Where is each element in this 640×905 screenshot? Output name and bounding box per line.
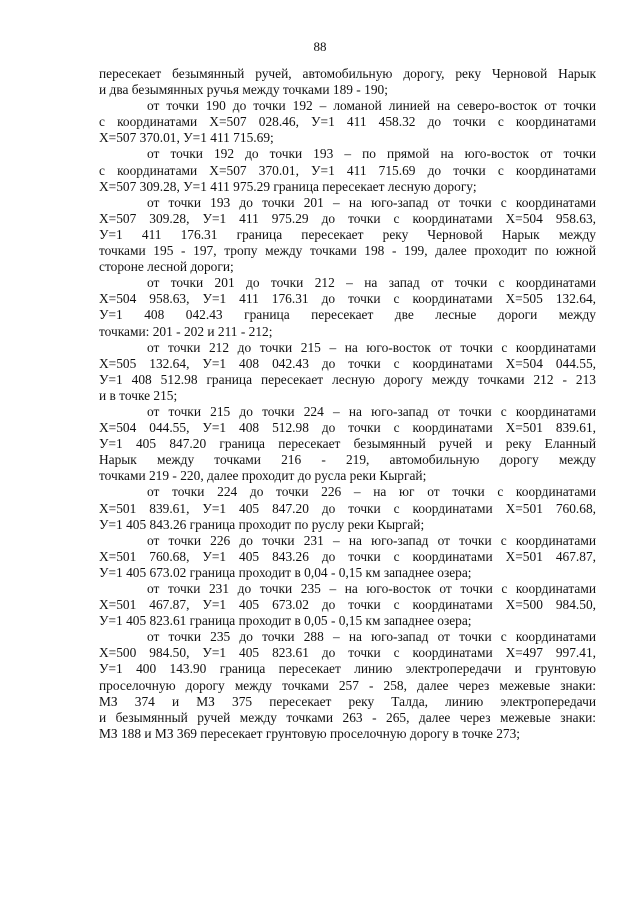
paragraph	[99, 533, 596, 581]
text-line: У=1 400 143.90 граница пересекает линию электропередачи и грунтовую	[99, 661, 596, 677]
text-line: от точки 224 до точки 226 – на юг от точки с координатами	[147, 484, 596, 500]
paragraph	[99, 484, 596, 532]
text-line: Х=501 839.61, У=1 405 847.20 до точки с координатами Х=501 760.68,	[99, 500, 596, 516]
text-line: точками: 201 - 202 и 211 - 212;	[99, 323, 273, 339]
text-line: точками 219 - 220, далее проходит до русла реки Кыргай;	[99, 468, 427, 484]
paragraph	[99, 404, 596, 484]
text-line: пересекает безымянный ручей, автомобильную дорогу, реку Черновой Нарык	[99, 66, 596, 81]
text-line: Х=507 309.28, У=1 411 975.29 до точки с координатами Х=504 958.63,	[99, 210, 596, 226]
text-line: Х=504 044.55, У=1 408 512.98 до точки с координатами Х=501 839.61,	[99, 420, 596, 436]
text-line: от точки 215 до точки 224 – на юго-запад от точки с координатами	[147, 403, 596, 419]
page-number: 88	[313, 39, 327, 54]
text-line: от точки 235 до точки 288 – на юго-запад от точки с координатами	[147, 629, 596, 645]
text-line: от точки 212 до точки 215 – на юго-восток от точки с координатами	[147, 339, 596, 355]
text-line: проселочную дорогу между точками 257 - 258, далее через межевые знаки:	[99, 677, 596, 693]
text-line: и в точке 215;	[99, 387, 178, 403]
paragraph	[99, 629, 596, 742]
text-line: У=1 411 176.31 граница пересекает реку Черновой Нарык между	[99, 226, 596, 242]
text-line: МЗ 374 и МЗ 375 пересекает реку Талда, линию электропередачи	[99, 693, 596, 709]
text-line: с координатами Х=507 028.46, У=1 411 458.32 до точки с координатами	[99, 114, 596, 130]
text-line: У=1 408 512.98 граница пересекает лесную дорогу между точками 212 - 213	[99, 371, 596, 387]
text-line: У=1 405 673.02 граница проходит в 0,04 - 0,15 км западнее озера;	[99, 564, 472, 580]
text-line: У=1 405 823.61 граница проходит в 0,05 - 0,15 км западнее озера;	[99, 613, 472, 629]
document-body	[99, 66, 596, 742]
text-line: от точки 192 до точки 193 – по прямой на юго-восток от точки	[147, 146, 596, 162]
text-line: МЗ 188 и МЗ 369 пересекает грунтовую проселочную дорогу в точке 273;	[99, 725, 521, 741]
text-line: и безымянный ручей между точками 263 - 265, далее через межевые знаки:	[99, 709, 596, 725]
text-line: Х=501 467.87, У=1 405 673.02 до точки с координатами Х=500 984.50,	[99, 597, 596, 613]
text-line: Х=504 958.63, У=1 411 176.31 до точки с координатами Х=505 132.64,	[99, 291, 596, 307]
paragraph	[99, 66, 596, 98]
text-line: точками 195 - 197, тропу между точками 198 - 199, далее проходит по южной	[99, 243, 596, 259]
text-line: от точки 201 до точки 212 – на запад от точки с координатами	[147, 275, 596, 291]
text-line: от точки 231 до точки 235 – на юго-восток от точки с координатами	[147, 581, 596, 596]
text-line: Х=500 984.50, У=1 405 823.61 до точки с координатами Х=497 997.41,	[99, 645, 596, 661]
paragraph	[99, 195, 596, 275]
text-line: от точки 190 до точки 192 – ломаной линией на северо-восток от точки	[147, 98, 596, 114]
paragraph	[99, 275, 596, 339]
text-line: У=1 408 042.43 граница пересекает две лесные дороги между	[99, 307, 596, 323]
text-line: Х=505 132.64, У=1 408 042.43 до точки с координатами Х=504 044.55,	[99, 355, 596, 371]
paragraph	[99, 98, 596, 146]
text-line: с координатами Х=507 370.01, У=1 411 715.69 до точки с координатами	[99, 162, 596, 178]
text-line: Х=501 760.68, У=1 405 843.26 до точки с координатами Х=501 467.87,	[99, 548, 596, 564]
text-line: и два безымянных ручья между точками 189 - 190;	[99, 82, 388, 98]
text-line: от точки 193 до точки 201 – на юго-запад от точки с координатами	[147, 194, 596, 210]
text-line: стороне лесной дороги;	[99, 259, 234, 275]
paragraph	[99, 146, 596, 194]
text-line: Х=507 370.01, У=1 411 715.69;	[99, 130, 274, 146]
text-line: от точки 226 до точки 231 – на юго-запад от точки с координатами	[147, 532, 596, 548]
paragraph	[99, 340, 596, 404]
text-line: Нарык между точками 216 - 219, автомобильную дорогу между	[99, 452, 596, 468]
text-line: Х=507 309.28, У=1 411 975.29 граница пересекает лесную дорогу;	[99, 178, 477, 194]
paragraph	[99, 581, 596, 629]
text-line: У=1 405 847.20 граница пересекает безымянный ручей и реку Еланный	[99, 436, 596, 452]
text-line: У=1 405 843.26 граница проходит по руслу реки Кыргай;	[99, 516, 425, 532]
